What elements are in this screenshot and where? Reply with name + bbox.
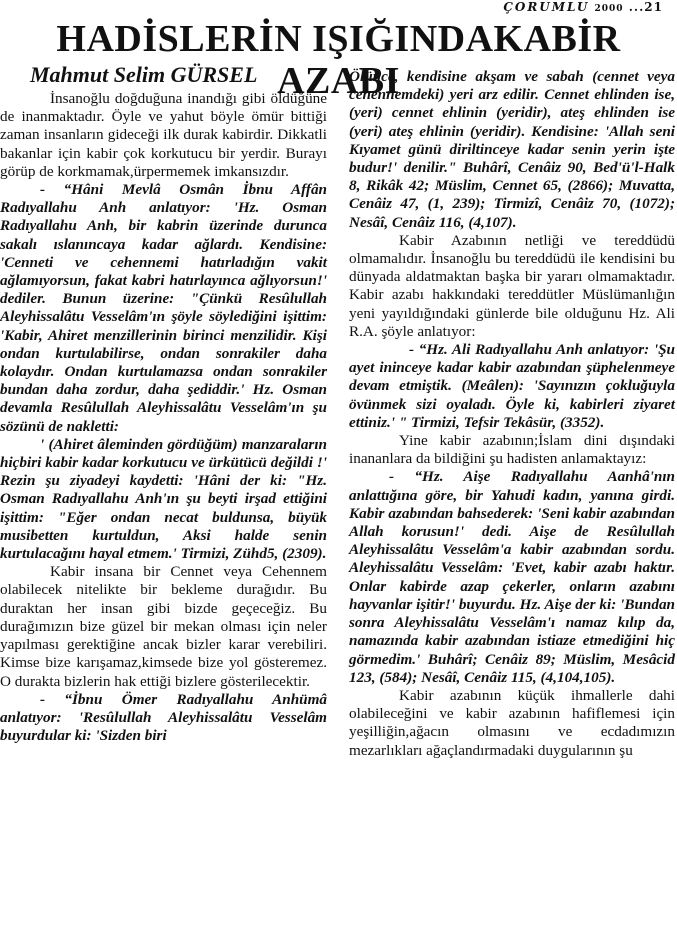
hadith-quote: - “Hz. Aişe Radıyallahu Aanhâ'nın anlattığına göre, bir Yahudi kadın, yanına girdi. Kabir azabından bahsederek: 'Seni kabir azabından Allah korusun!' dedi. Aişe de Resûlullah Aleyhissalâtu Vesselâm'a kabir azabından sordu. Aleyhissalâtu Vesselâm: 'Evet, kabir azabı haktır. Onlar kabirde azap çekerler, onların azabını hayvanlar işitir!' buyurdu. Hz. Aişe der ki: 'Bundan sonra Aleyhissalâtu Vesselâm'ı namaz kılıp da, namazında kabir azabından istiaze etmediğini hiç görmedim.' Buhârî; Cenâiz 89; Müslim, Mesâcid 123, (584); Nesâî, Cenâiz 115, (4,104,105). bbox=[349, 468, 675, 686]
article-author: Mahmut Selim GÜRSEL bbox=[30, 62, 258, 87]
right-column bbox=[349, 68, 675, 760]
paragraph: Kabir insana bir Cennet veya Cehennem olabilecek nitelikte bir bekleme durağıdır. Bu duraktan her insan gibi bizde geçeceğiz. Bu durağımızın bize güzel bir mekan olması için neler yapılması gerektiğine ancak bizler karar verebiliri. Kimse bize karışamaz,kimsede bize yol gösteremez. O durakta bizlerin hak ettiği bizlere gösterilecektir. bbox=[0, 563, 327, 690]
hadith-quote: - “Hâni Mevlâ Osmân İbnu Affân Radıyallahu Anh anlatıyor: 'Hz. Osman Radıyallahu Anh, bir kabrin üzerinde durunca sakalı ıslanıncaya kadar ağlardı. Kendisine: 'Cenneti ve cehennemi hatırladığın vakit ağlamıyorsun, fakat kabri hatırlayınca ağlıyorsun!' dediler. Bunun üzerine: "Çünkü Resûlullah Aleyhissalâtu Vesselâm'ın şöyle söylediğini işittim: 'Kabir, Ahiret menzillerinin birinci menzilidir. Kişi ondan kurtulabilirse, ondan sonrakiler daha kolaydır. Ondan kurtulamazsa ondan sonrakiler bundan daha zordur, daha şediddir.' Hz. Osman devamla Resûlullah Aleyhissalâtu Vesselâm'ın şu sözünü de nakletti: bbox=[0, 181, 327, 435]
page-header bbox=[503, 0, 663, 16]
paragraph: Yine kabir azabının;İslam dini dışındaki inananlara da bildiğini şu hadisten anlamaktayız: bbox=[349, 432, 675, 468]
hadith-quote: - “İbnu Ömer Radıyallahu Anhümâ anlatıyor: 'Resûlullah Aleyhissalâtu Vesselâm buyurdular ki: 'Sizden biri bbox=[0, 690, 327, 745]
hadith-quote: ' (Ahiret âleminden gördüğüm) manzaraların hiçbiri kabir kadar korkutucu ve ürkütücü değildi !' Rezin şu ziyadeyi kaydetti: 'Hâni der ki: "Hz. Osman Radıyallahu Anh'ın şu beyti irşad ettiğini işittim: "Eğer ondan necat buldunsa, büyük musibetten kurtuldun, Aksi halde senin kurtulacağını hayal etmem.' Tirmizi, Zühd5, (2309). bbox=[0, 435, 327, 563]
article-title: HADİSLERİN IŞIĞINDAKABİR AZABI bbox=[56, 18, 621, 102]
magazine-name: ÇORUMLU bbox=[503, 0, 590, 14]
paragraph: Kabir azabının küçük ihmallerle dahi olabileceğini ve kabir azabının hafiflemesi için yeşilliğin,ağacın olmasını ve ecdadımızın mezarlıkları ağaçlandırmadaki duygularının şu bbox=[349, 686, 675, 759]
page-separator: ... bbox=[628, 0, 645, 14]
hadith-quote: - “Hz. Ali Radıyallahu Anh anlatıyor: 'Şu ayet ininceye kadar kabir azabından şüphelenmeye devam etmiştik. (Meâlen): 'Sayınızın çokluğuyla övünmek sizi oyaladı. Öyle ki, kabirleri ziyaret ettiniz.' " Tirmizi, Tefsir Tekâsür, (3352). bbox=[349, 341, 675, 431]
paragraph: İnsanoğlu doğduğuna inandığı gibi öldüğüne de inanmaktadır. Öyle ve yahut böyle ömür bittiği zaman insanların gideceği ilk durak kabirdir. Dikkatli bakanlar için kabir çok korkutucu bir yerdir. Burayı görüp de korkmamak,ürpermemek imkansızdır. bbox=[0, 90, 327, 180]
hadith-quote: Ölünce, kendisine akşam ve sabah (cennet veya cehennemdeki) yeri arz edilir. Cennet ehlinden ise, (yeri) cennet ehlinin (yeridir), ateş ehlinden ise (yeri) ateş ehlinin (yeridir). Kendisine: 'Allah seni Kıyamet günü diriltinceye kadar senin yerin işte budur!' denilir." Buhârî, Cenâiz 90, Bed'ü'l-Halk 8, Rikâk 42; Müslim, Cennet 65, (2866); Muvatta, Cenâiz 47, (1, 239); Tirmizî, Cenâiz 70, (1072); Nesâî, Cenâiz 116, (4,107). bbox=[349, 68, 675, 231]
left-column bbox=[0, 90, 327, 745]
paragraph: Kabir Azabının netliği ve tereddüdü olmamalıdır. İnsanoğlu bu tereddüdü ile kendisini bu dünyada aldatmaktan başka bir yararı olmamaktadır. Kabir azabı hakkındaki tereddütler Müslümanlığın yeni yayıldığındaki günlerde bile olduğunu Hz. Ali R.A. şöyle anlatıyor: bbox=[349, 231, 675, 340]
issue-year: 2000 bbox=[594, 4, 624, 14]
page-number: 21 bbox=[644, 0, 663, 14]
